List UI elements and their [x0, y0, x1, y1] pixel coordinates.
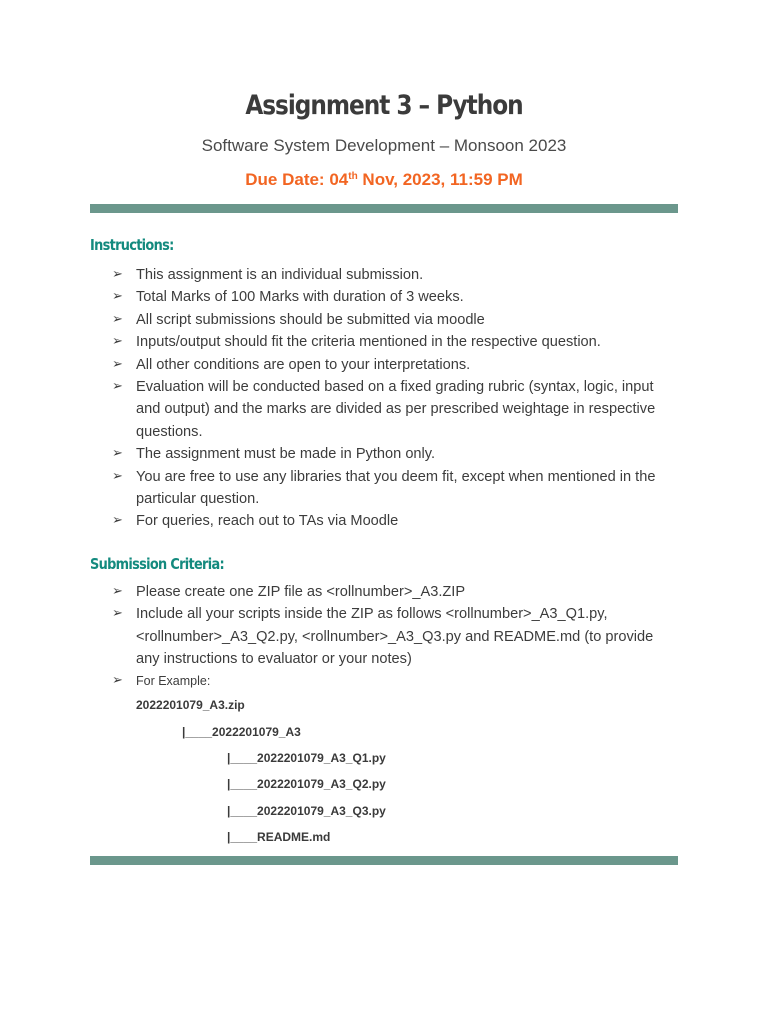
tree-folder: |____2022201079_A3 — [182, 725, 301, 739]
tree-file-q3: |____2022201079_A3_Q3.py — [227, 804, 386, 818]
submission-list — [112, 581, 678, 691]
tree-zip-file: 2022201079_A3.zip — [136, 698, 245, 712]
list-item — [112, 309, 678, 331]
list-item — [112, 603, 678, 670]
list-item — [112, 443, 678, 465]
arrow-bullet-icon: ➢ — [112, 468, 123, 484]
instruction-text: For queries, reach out to TAs via Moodle — [136, 513, 399, 530]
arrow-bullet-icon: ➢ — [112, 584, 123, 599]
arrow-bullet-icon: ➢ — [112, 334, 123, 350]
list-item — [112, 331, 678, 353]
arrow-bullet-icon: ➢ — [112, 606, 123, 622]
instruction-text: All other conditions are open to your interpretations. — [136, 356, 471, 373]
instructions-list — [112, 264, 678, 533]
list-item — [112, 671, 678, 691]
due-date-sup: th — [348, 171, 358, 182]
instruction-text: Total Marks of 100 Marks with duration of 3 weeks. — [136, 289, 464, 306]
arrow-bullet-icon: ➢ — [112, 513, 123, 529]
arrow-bullet-icon: ➢ — [112, 311, 123, 327]
submission-text: Include all your scripts inside the ZIP as follows <rollnumber>_A3_Q1.py, <rollnumber>_A3_Q2.py, <rollnumber>_A3_Q3.py and README.md (to provide any instructions to evaluator or your notes) — [136, 606, 654, 668]
arrow-bullet-icon: ➢ — [112, 356, 123, 372]
list-item — [112, 286, 678, 308]
submission-text: For Example: — [136, 673, 211, 688]
course-subtitle: Software System Development – Monsoon 2023 — [201, 136, 567, 155]
bottom-divider — [90, 856, 678, 865]
arrow-bullet-icon: ➢ — [112, 379, 123, 395]
tree-file-q2: |____2022201079_A3_Q2.py — [227, 777, 386, 791]
list-item — [112, 376, 678, 443]
list-item — [112, 466, 678, 511]
list-item — [112, 354, 678, 376]
instruction-text: Evaluation will be conducted based on a fixed grading rubric (syntax, logic, input and output) and the marks are divided as per prescribed weightage in respective questions. — [136, 379, 656, 440]
top-divider — [90, 204, 678, 213]
instructions-heading: Instructions: — [90, 236, 174, 254]
instruction-text: Inputs/output should fit the criteria mentioned in the respective question. — [136, 334, 601, 351]
arrow-bullet-icon: ➢ — [112, 267, 123, 282]
arrow-bullet-icon: ➢ — [112, 289, 123, 305]
instruction-text: This assignment is an individual submission. — [136, 267, 424, 283]
arrow-bullet-icon: ➢ — [112, 446, 123, 462]
page-title: Assignment 3 – Python — [245, 90, 523, 121]
due-date-suffix: Nov, 2023, 11:59 PM — [357, 170, 523, 189]
instruction-text: The assignment must be made in Python only. — [136, 446, 436, 463]
due-date-prefix: Due Date: 04 — [245, 170, 349, 189]
list-item — [112, 264, 678, 286]
tree-file-q1: |____2022201079_A3_Q1.py — [227, 751, 386, 765]
arrow-bullet-icon: ➢ — [112, 672, 123, 688]
list-item — [112, 581, 678, 603]
list-item — [112, 510, 678, 532]
submission-heading: Submission Criteria: — [90, 555, 224, 573]
instruction-text: All script submissions should be submitted via moodle — [136, 311, 485, 328]
due-date — [90, 170, 678, 190]
submission-text: Please create one ZIP file as <rollnumber>_A3.ZIP — [136, 584, 466, 600]
tree-file-readme: |____README.md — [227, 830, 331, 844]
instruction-text: You are free to use any libraries that you deem fit, except when mentioned in the particular question. — [136, 468, 656, 508]
